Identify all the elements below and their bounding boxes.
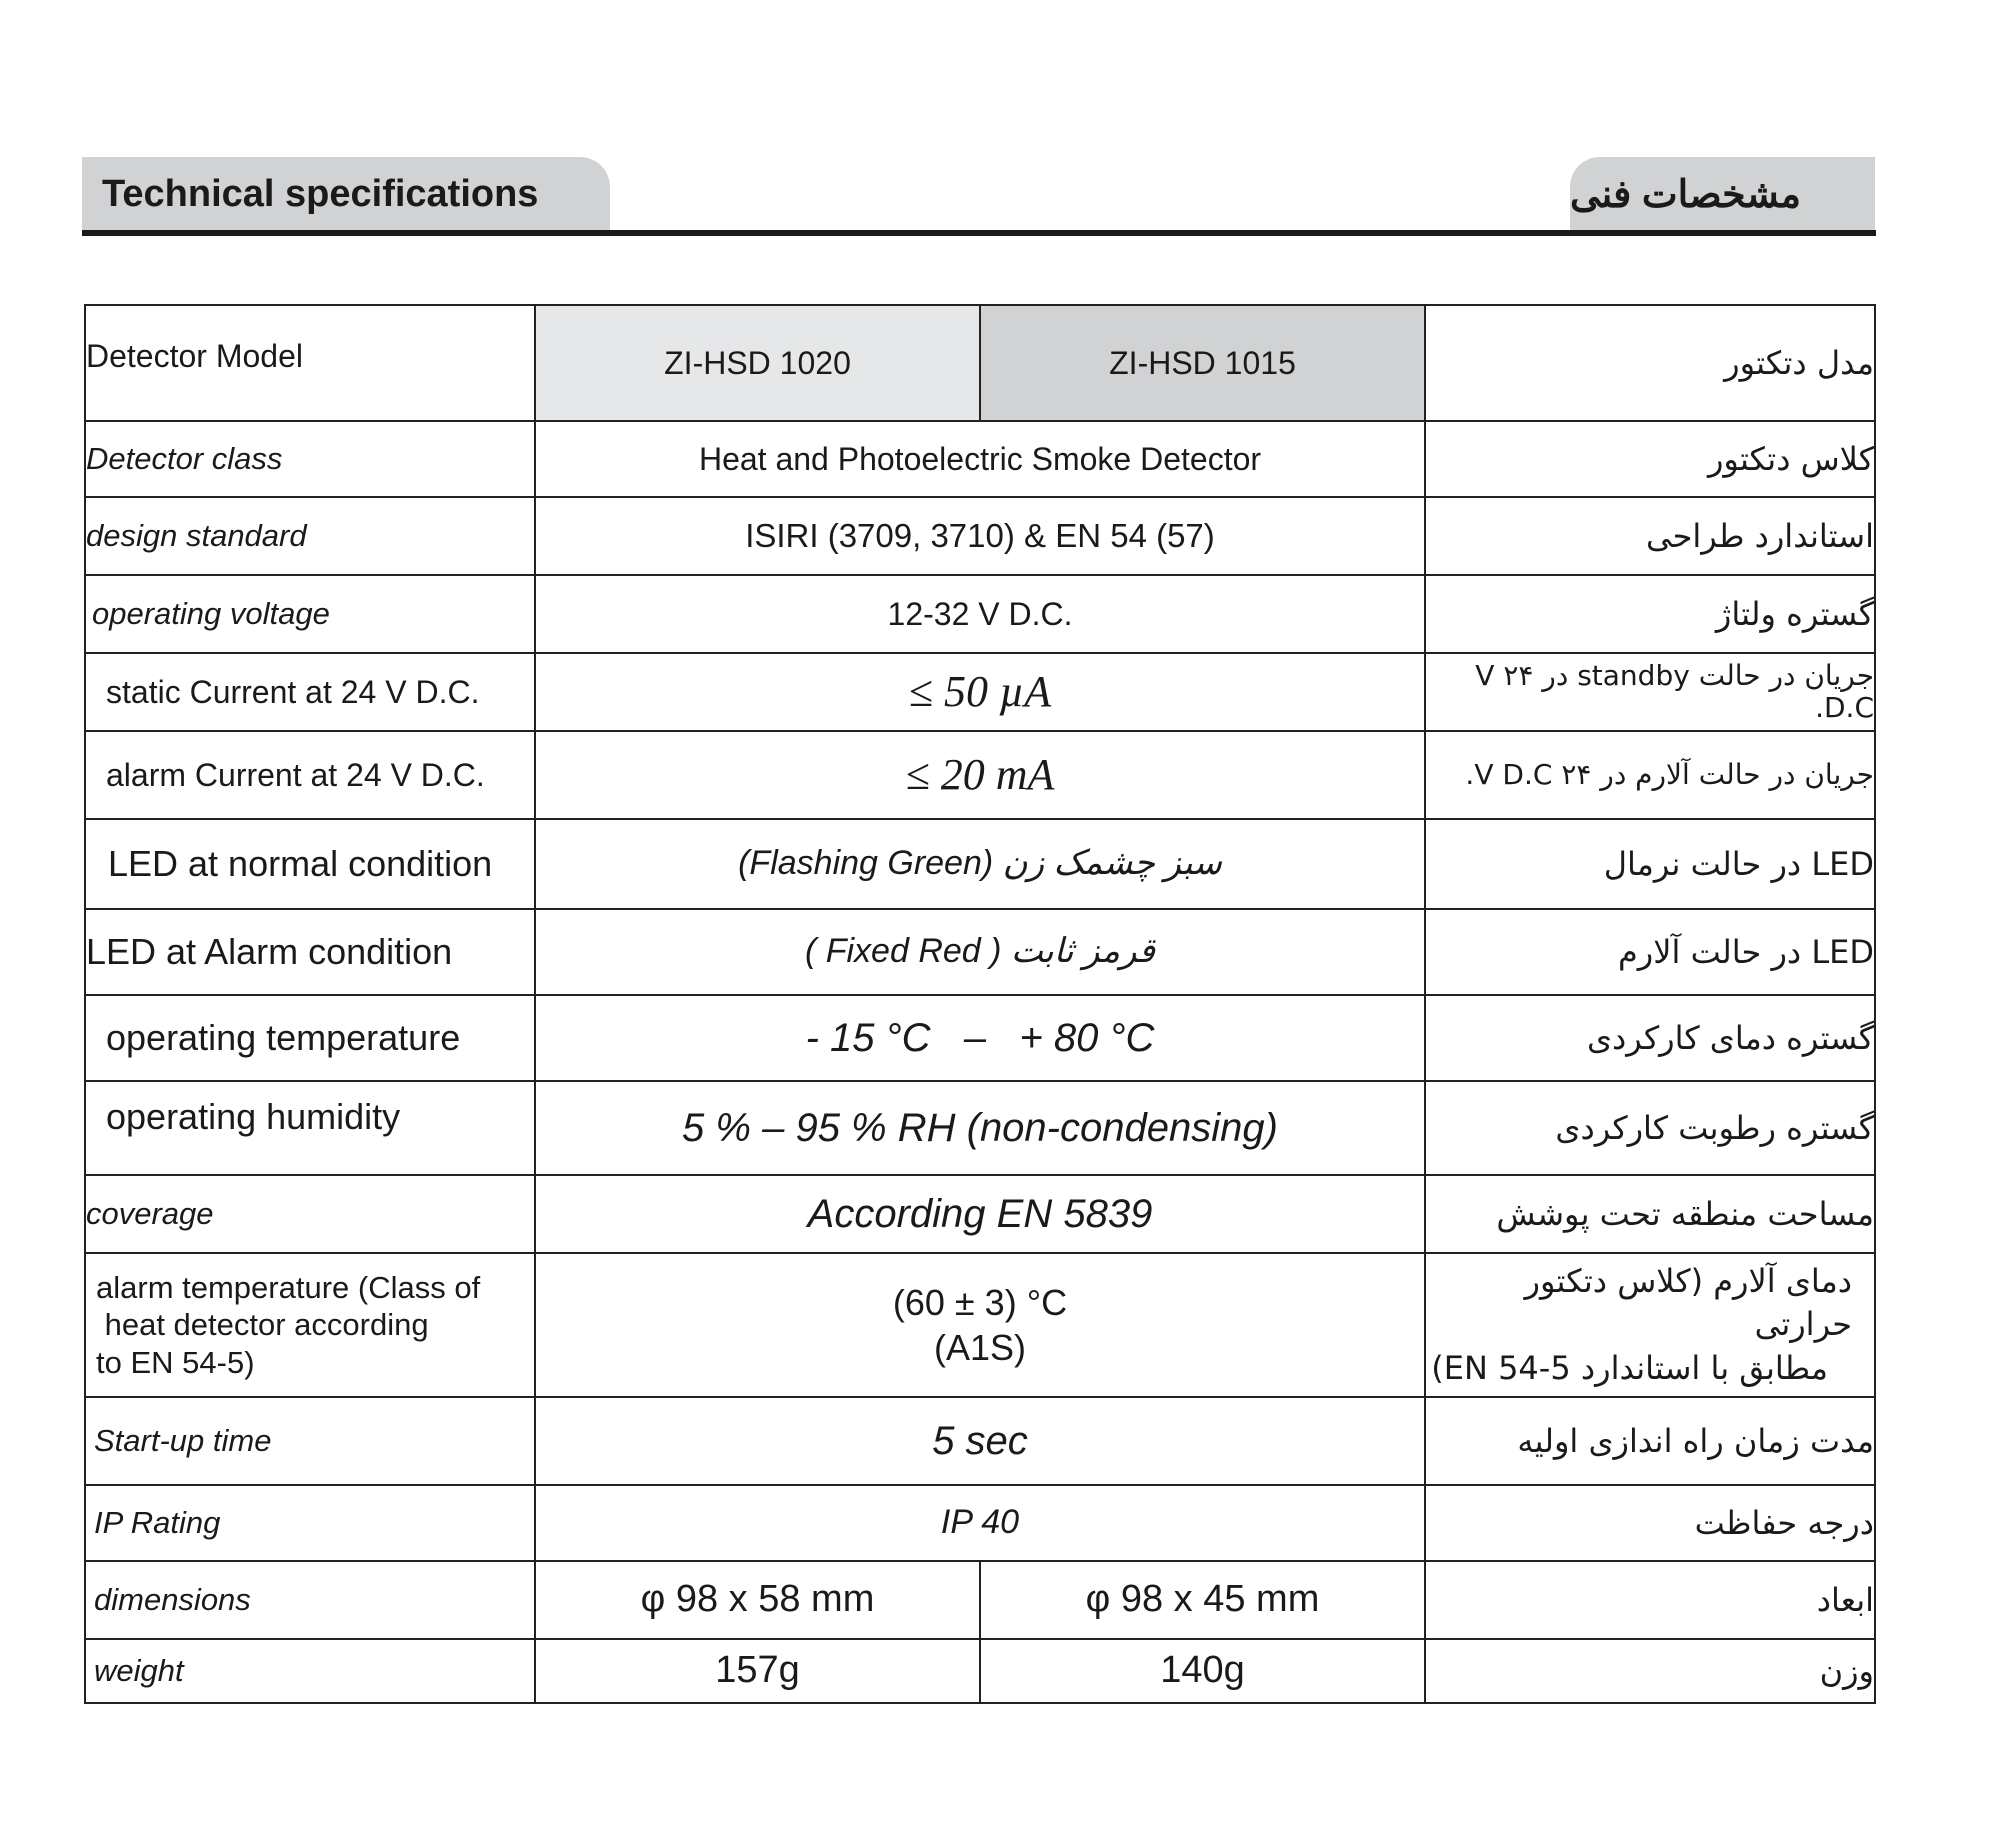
label-fa: گستره ولتاژ <box>1425 575 1875 653</box>
label-fa: گستره رطوبت کارکردی <box>1425 1081 1875 1175</box>
label-en: LED at Alarm condition <box>85 909 535 995</box>
value-cell: ≤ 50 µA <box>535 653 1425 731</box>
label-fa: جریان در حالت standby در ۲۴ V D.C. <box>1425 653 1875 731</box>
label-en: operating temperature <box>85 995 535 1081</box>
value-line: (60 ± 3) °C <box>892 1282 1068 1323</box>
row-alarm-temperature <box>85 1253 1875 1397</box>
label-fa: کلاس دتکتور <box>1425 421 1875 497</box>
label-fa <box>1425 1253 1875 1397</box>
label-en-line: heat detector according <box>96 1307 429 1343</box>
label-en: Detector Model <box>85 305 535 421</box>
value-line: (A1S) <box>933 1327 1027 1368</box>
label-fa: مساحت منطقه تحت پوشش <box>1425 1175 1875 1253</box>
dimensions-1015-cell: φ 98 x 45 mm <box>980 1561 1425 1639</box>
label-en: operating voltage <box>85 575 535 653</box>
label-fa: وزن <box>1425 1639 1875 1703</box>
label-fa: درجه حفاظت <box>1425 1485 1875 1561</box>
row-static-current <box>85 653 1875 731</box>
value-cell: 5 sec <box>535 1397 1425 1485</box>
model-1020-cell: ZI-HSD 1020 <box>535 305 980 421</box>
value-cell: سبز چشمک زن (Flashing Green) <box>535 819 1425 909</box>
value-cell: Heat and Photoelectric Smoke Detector <box>535 421 1425 497</box>
row-alarm-current <box>85 731 1875 819</box>
row-coverage <box>85 1175 1875 1253</box>
label-fa: مدت زمان راه اندازی اولیه <box>1425 1397 1875 1485</box>
value-cell: 12-32 V D.C. <box>535 575 1425 653</box>
row-dimensions <box>85 1561 1875 1639</box>
section-title-en <box>82 157 610 231</box>
label-en-line: to EN 54-5) <box>96 1344 255 1380</box>
section-title-fa <box>1570 157 1875 231</box>
label-fa-line: مطابق با استاندارد EN 54-5) <box>1431 1348 1828 1387</box>
label-en: Detector class <box>85 421 535 497</box>
value-cell: 5 % – 95 % RH (non-condensing) <box>535 1081 1425 1175</box>
value-cell: قرمز ثابت ( Fixed Red ) <box>535 909 1425 995</box>
label-en: design standard <box>85 497 535 575</box>
label-fa: مدل دتکتور <box>1425 305 1875 421</box>
label-en: Start-up time <box>85 1397 535 1485</box>
row-startup-time <box>85 1397 1875 1485</box>
row-ip-rating <box>85 1485 1875 1561</box>
row-detector-model <box>85 305 1875 421</box>
label-fa: LED در حالت آلارم <box>1425 909 1875 995</box>
label-en: dimensions <box>85 1561 535 1639</box>
row-design-standard <box>85 497 1875 575</box>
row-led-alarm <box>85 909 1875 995</box>
label-en: IP Rating <box>85 1485 535 1561</box>
label-en: static Current at 24 V D.C. <box>85 653 535 731</box>
value-cell: According EN 5839 <box>535 1175 1425 1253</box>
value-cell <box>535 1253 1425 1397</box>
header-divider <box>82 230 1876 236</box>
label-en <box>85 1253 535 1397</box>
label-fa-line: دمای آلارم (کلاس دتکتور حرارتی <box>1524 1262 1852 1344</box>
value-cell: ≤ 20 mA <box>535 731 1425 819</box>
weight-1020-cell: 157g <box>535 1639 980 1703</box>
label-fa: استاندارد طراحی <box>1425 497 1875 575</box>
title-en-text: Technical specifications <box>102 172 539 215</box>
weight-1015-cell: 140g <box>980 1639 1425 1703</box>
title-fa-text: مشخصات فنی <box>1570 173 1801 216</box>
row-weight <box>85 1639 1875 1703</box>
label-fa: گستره دمای کارکردی <box>1425 995 1875 1081</box>
row-operating-voltage <box>85 575 1875 653</box>
row-detector-class <box>85 421 1875 497</box>
row-operating-temperature <box>85 995 1875 1081</box>
label-en: operating humidity <box>85 1081 535 1175</box>
label-en-line: alarm temperature (Class of <box>96 1270 481 1306</box>
label-fa: ابعاد <box>1425 1561 1875 1639</box>
label-fa: جریان در حالت آلارم در ۲۴ V D.C. <box>1425 731 1875 819</box>
label-en: alarm Current at 24 V D.C. <box>85 731 535 819</box>
value-cell: - 15 °C – + 80 °C <box>535 995 1425 1081</box>
value-cell: IP 40 <box>535 1485 1425 1561</box>
value-cell: ISIRI (3709, 3710) & EN 54 (57) <box>535 497 1425 575</box>
label-fa: LED در حالت نرمال <box>1425 819 1875 909</box>
label-en: LED at normal condition <box>85 819 535 909</box>
label-en: weight <box>85 1639 535 1703</box>
model-1015-cell: ZI-HSD 1015 <box>980 305 1425 421</box>
label-en: coverage <box>85 1175 535 1253</box>
row-operating-humidity <box>85 1081 1875 1175</box>
dimensions-1020-cell: φ 98 x 58 mm <box>535 1561 980 1639</box>
row-led-normal <box>85 819 1875 909</box>
spec-table <box>84 304 1876 1704</box>
